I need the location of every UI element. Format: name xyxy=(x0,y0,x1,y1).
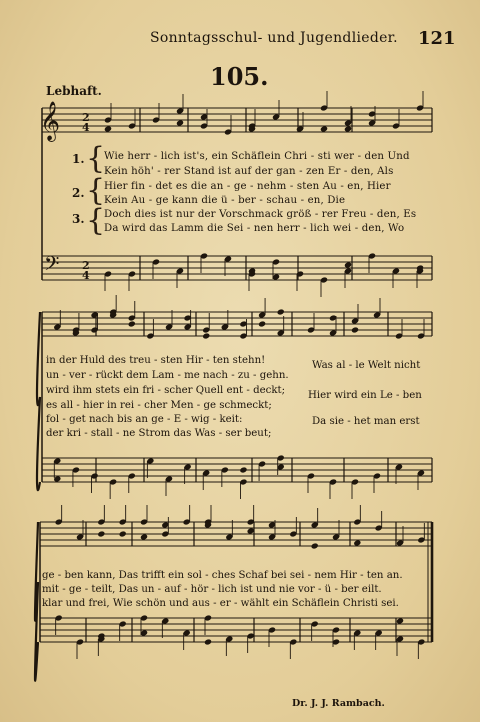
hymn-number: 105. xyxy=(210,62,269,91)
time-signature: 2 xyxy=(82,259,90,272)
composer-credit: Dr. J. J. Rambach. xyxy=(292,698,385,709)
lyric-line: der kri - stall - ne Strom das Was - ser beut; xyxy=(46,428,272,439)
lyric-line: fol - get nach bis an ge - E - wig - keit: xyxy=(46,414,243,425)
lyric-line: klar und frei, Wie schön und aus - er - wählt ein Schäflein Christi sei. xyxy=(42,598,399,609)
note-head xyxy=(353,539,361,546)
note-head xyxy=(344,125,352,132)
verse-brace: { xyxy=(86,141,106,176)
lyric-line: in der Huld des treu - sten Hir - ten stehn! xyxy=(46,355,266,366)
note-head xyxy=(277,308,285,315)
treble-clef: 𝄞 xyxy=(40,101,61,141)
lyric-line: Kein höh' - rer Stand ist auf der gan - zen Er - den, Als xyxy=(104,166,394,177)
tempo-marking: Lebhaft. xyxy=(46,84,102,98)
verse-brace: { xyxy=(86,173,106,208)
refrain-line: Was al - le Welt nicht xyxy=(312,360,421,371)
system-brace xyxy=(35,522,38,681)
note-head xyxy=(239,466,247,473)
note-head xyxy=(311,542,319,549)
note-head xyxy=(258,320,266,327)
lyric-line: wird ihm stets ein fri - scher Quell ent - deckt; xyxy=(46,385,286,396)
lyric-line: Kein Au - ge kann die ü - ber - schau - en, Die xyxy=(104,195,346,206)
note-head xyxy=(396,617,404,624)
lyric-line: Wie herr - lich ist's, ein Schäflein Chri - sti wer - den Und xyxy=(104,151,410,162)
refrain-line: Da sie - het man erst xyxy=(312,416,420,427)
note-head xyxy=(104,125,112,132)
lyric-line: mit - ge - teilt, Das un - auf - hör - lich ist und nie vor - ü - ber eilt. xyxy=(42,584,382,595)
lyric-line: ge - ben kann, Das trifft ein sol - ches Schaf bei sei - nem Hir - ten an. xyxy=(42,570,403,581)
lyric-line: Da wird das Lamm die Sei - nen herr - lich wei - den, Wo xyxy=(104,223,405,234)
note-head xyxy=(320,125,328,132)
verse-number-1: 1. xyxy=(72,152,85,166)
note-head xyxy=(204,638,212,645)
time-signature: 2 xyxy=(82,111,90,124)
note-head xyxy=(344,261,352,268)
lyric-line: un - ver - rückt dem Lam - me nach - zu - gehn. xyxy=(46,370,289,381)
refrain-line: Hier wird ein Le - ben xyxy=(308,390,422,401)
time-signature: 4 xyxy=(82,269,90,282)
page-number: 121 xyxy=(418,28,456,49)
time-signature: 4 xyxy=(82,121,90,134)
verse-number-3: 3. xyxy=(72,212,85,226)
note-head xyxy=(128,320,136,327)
verse-brace: { xyxy=(86,203,106,238)
note-head xyxy=(351,326,359,333)
note-head xyxy=(140,533,148,540)
verse-number-2: 2. xyxy=(72,186,85,200)
bass-clef: 𝄢 xyxy=(44,252,60,280)
lyric-line: Hier fin - det es die an - ge - nehm - sten Au - en, Hier xyxy=(104,181,391,192)
note-head xyxy=(202,332,210,339)
system-brace xyxy=(37,312,40,490)
lyric-line: Doch dies ist nur der Vorschmack größ - rer Freu - den, Es xyxy=(104,209,417,220)
lyric-line: es all - hier in rei - cher Men - ge schmeckt; xyxy=(46,400,272,411)
note-head xyxy=(176,119,184,126)
note-head xyxy=(119,530,127,537)
note-head xyxy=(97,530,105,537)
running-header: Sonntagsschul- und Jugendlieder. xyxy=(150,30,398,46)
